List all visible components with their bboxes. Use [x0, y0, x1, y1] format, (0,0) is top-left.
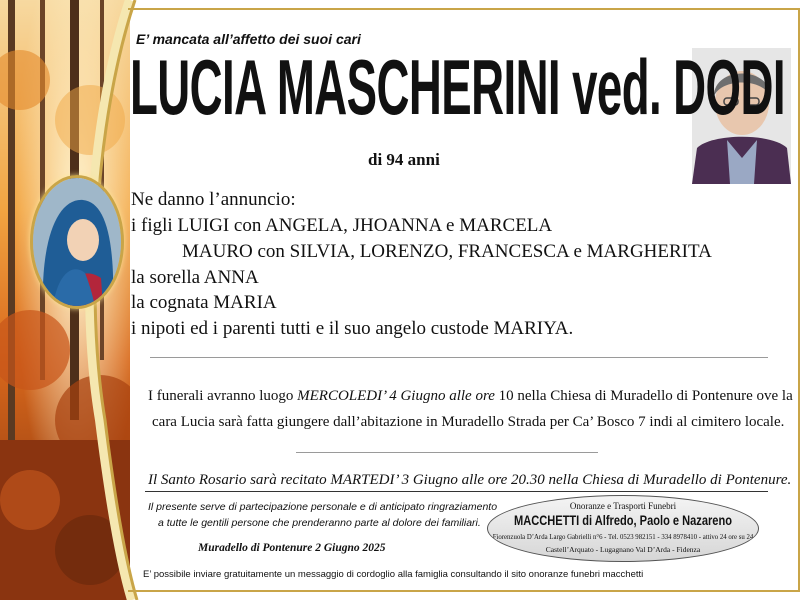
notice-line-2: a tutte le gentili persone che prenderanno parte al dolore dei familiari. [158, 517, 481, 529]
funeral-home-badge [487, 495, 759, 562]
divider-1 [150, 357, 768, 358]
family-line-2: i figli LUIGI con ANGELA, JHOANNA e MARCELA [131, 215, 553, 236]
bottom-border [128, 590, 800, 592]
funeral-line-1-b: MERCOLEDI’ 4 Giugno alle ore [297, 388, 495, 404]
rosary-text: Il Santo Rosario sarà recitato MARTEDI’ 3 Giugno alle ore 20.30 nella Chiesa di Muradello di Pontenure. [148, 472, 792, 488]
place-date: Muradello di Pontenure 2 Giugno 2025 [198, 542, 386, 554]
funeral-line-2: cara Lucia sarà fatta giungere dall’abitazione in Muradello Strada per Ca’ Bosco 7 indi al cimitero locale. [152, 414, 785, 430]
family-line-6: i nipoti ed i parenti tutti e il suo angelo custode MARIYA. [131, 318, 574, 339]
intro-text: E’ mancata all’affetto dei suoi cari [136, 31, 361, 47]
funeral-home-branches: Castell’Arquato - Lugagnano Val D’Arda - Fidenza [545, 545, 701, 554]
family-line-3: MAURO con SILVIA, LORENZO, FRANCESCA e MARGHERITA [182, 241, 712, 262]
age-text: di 94 anni [368, 150, 440, 169]
funeral-home-address: Fiorenzuola D’Arda Largo Gabrielli n°6 - Tel. 0523 982151 - 334 8978410 - attivo 24 ore su 24 [492, 534, 754, 541]
family-line-1: Ne danno l’annuncio: [131, 189, 296, 210]
funeral-line-1-a: I funerali avranno luogo [148, 388, 298, 404]
funeral-line-1 [148, 388, 793, 405]
funeral-home-header: Onoranze e Trasporti Funebri [569, 501, 677, 511]
right-border [798, 8, 800, 592]
notice-line-1: Il presente serve di partecipazione personale e di anticipato ringraziamento [148, 501, 498, 513]
funeral-home-name: MACCHETTI di Alfredo, Paolo e Nazareno [514, 513, 732, 528]
madonna-image [30, 175, 124, 309]
funeral-line-1-c: 10 nella Chiesa di Muradello di Pontenure ove la [494, 388, 793, 404]
divider-2 [296, 452, 598, 453]
family-line-5: la cognata MARIA [131, 292, 277, 313]
top-border [128, 8, 800, 10]
footer-text: E’ possibile inviare gratuitamente un messaggio di cordoglio alla famiglia consultando il sito onoranze funebri macchetti [143, 569, 644, 580]
divider-3 [145, 491, 768, 492]
deceased-name: LUCIA MASCHERINI ved. DODI [130, 43, 785, 131]
family-line-4: la sorella ANNA [131, 267, 259, 288]
